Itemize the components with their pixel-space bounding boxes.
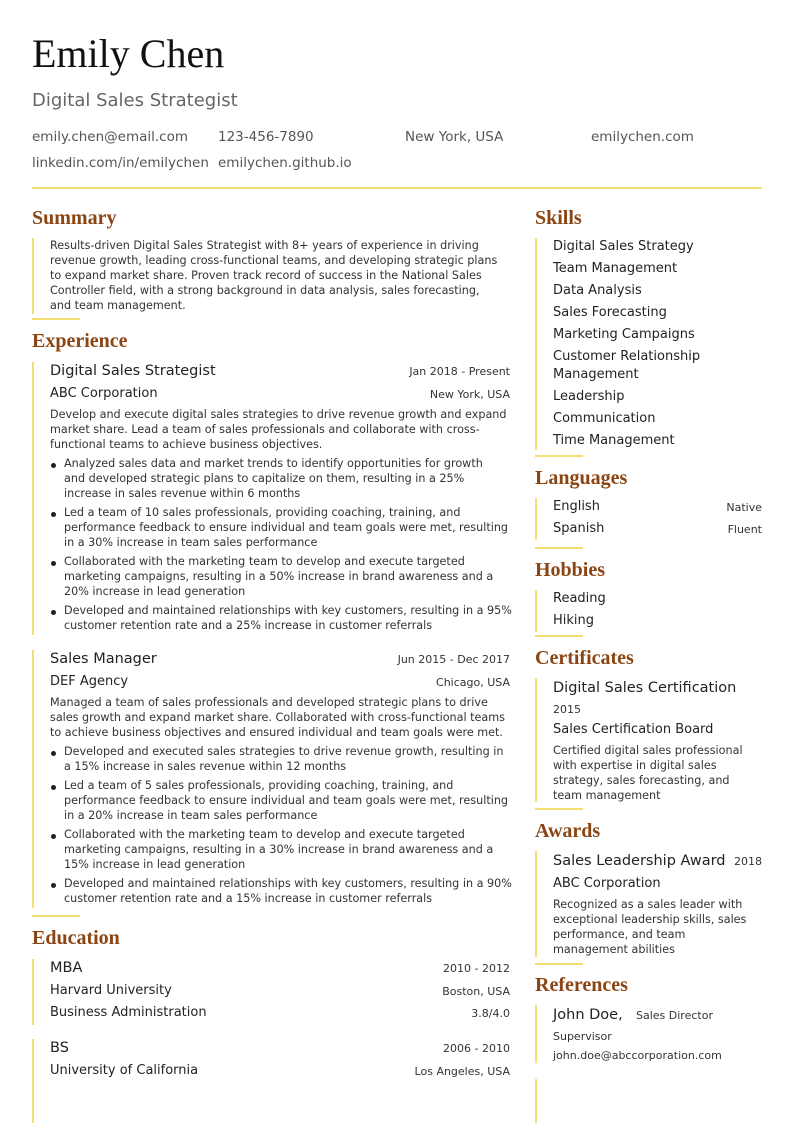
bullet-dot	[51, 512, 56, 517]
education-degree: MBA	[50, 960, 83, 976]
reference-name: John Doe,	[553, 1007, 623, 1023]
skill-item: Sales Forecasting	[553, 305, 667, 320]
skill-item: Communication	[553, 411, 656, 426]
award-description: Recognized as a sales leader with exceptional leadership skills, sales performance, and team management abilities	[553, 898, 747, 956]
reference-role: Sales Director	[636, 1009, 713, 1022]
bullet-dot	[51, 610, 56, 615]
hobbies-end-divider	[535, 635, 583, 637]
certificates-end-divider	[535, 808, 583, 810]
language-name: Spanish	[553, 521, 605, 536]
skill-item: Digital Sales Strategy	[553, 239, 694, 254]
references-accent-bar	[535, 1005, 537, 1063]
bullet-dot	[51, 834, 56, 839]
skill-item: Customer Relationship	[553, 349, 701, 364]
education-degree: BS	[50, 1040, 69, 1056]
bullet-dot	[51, 751, 56, 756]
education-gpa: 3.8/4.0	[471, 1007, 510, 1020]
experience-end-divider	[32, 915, 80, 917]
job-bullet: Led a team of 5 sales professionals, providing coaching, training, and performance feedback to ensure individual and team goals were met, resulting in a 20% increase in team sales performance	[64, 779, 509, 822]
awards-end-divider	[535, 963, 583, 965]
skills-accent-bar	[535, 238, 537, 450]
education-location: Boston, USA	[442, 985, 510, 998]
education-school: University of California	[50, 1063, 199, 1078]
job-bullet: Collaborated with the marketing team to develop and execute targeted marketing campaigns, resulting in a 50% increase in brand awareness and a 20% increase in lead generation	[64, 555, 494, 598]
education-location: Los Angeles, USA	[414, 1065, 510, 1078]
hobby-item: Hiking	[553, 613, 595, 628]
contact-location: New York, USA	[405, 129, 504, 145]
job-bullet: Analyzed sales data and market trends to identify opportunities for growth and developed strategic plans to capitalize on them, resulting in a 25% increase in sales revenue within 6 months	[64, 457, 483, 500]
summary-end-divider	[32, 318, 80, 320]
certificate-description: Certified digital sales professional with expertise in digital sales strategy, sales forecasting, and team management	[553, 744, 743, 802]
education-dates: 2010 - 2012	[443, 962, 510, 975]
section-title-education: Education	[32, 927, 120, 949]
section-title-hobbies: Hobbies	[535, 559, 606, 581]
education-field: Business Administration	[50, 1005, 207, 1020]
job-bullet: Developed and maintained relationships with key customers, resulting in a 95% customer retention rate and a 25% increase in customer referrals	[64, 604, 512, 632]
section-title-certificates: Certificates	[535, 647, 634, 669]
section-title-summary: Summary	[32, 207, 117, 229]
language-name: English	[553, 499, 600, 514]
skill-item: Leadership	[553, 389, 625, 404]
candidate-name: Emily Chen	[32, 31, 225, 76]
job-bullet: Led a team of 10 sales professionals, providing coaching, training, and performance feedback to ensure individual and team goals were met, resulting in a 30% increase in team sales performance	[64, 506, 509, 549]
bullet-dot	[51, 883, 56, 888]
job-title: Digital Sales Strategist	[50, 363, 216, 379]
contact-linkedin[interactable]: linkedin.com/in/emilychen	[32, 155, 209, 171]
summary-text: Results-driven Digital Sales Strategist with 8+ years of experience in driving revenue growth, leading cross-functional teams, and developing strategic plans to expand market share. Proven track record of success in the National Sales Controller field, with a strong background in data analysis, sales forecasting, and team management.	[50, 239, 498, 312]
section-title-experience: Experience	[32, 330, 128, 352]
education-accent-bar	[32, 959, 34, 1025]
certificate-issuer: Sales Certification Board	[553, 722, 714, 737]
job-bullet: Developed and maintained relationships with key customers, resulting in a 90% customer retention rate and a 15% increase in customer referrals	[64, 877, 512, 905]
hobbies-accent-bar	[535, 590, 537, 632]
skill-item: Team Management	[553, 261, 678, 276]
award-name: Sales Leadership Award	[553, 853, 726, 869]
hobby-item: Reading	[553, 591, 606, 606]
contact-email[interactable]: emily.chen@email.com	[32, 129, 189, 145]
section-title-languages: Languages	[535, 467, 628, 489]
skill-item: Time Management	[553, 433, 675, 448]
bullet-dot	[51, 463, 56, 468]
job-description: Develop and execute digital sales strategies to drive revenue growth and expand market share. Lead a team of sales professionals and collaborate with cross- functional teams to achieve business objectives.	[50, 408, 507, 451]
job-bullet: Developed and executed sales strategies to drive revenue growth, resulting in a 15% increase in sales revenue within 12 months	[64, 745, 504, 773]
reference-email[interactable]: john.doe@abccorporation.com	[553, 1049, 722, 1062]
section-title-skills: Skills	[535, 207, 582, 229]
job-description: Managed a team of sales professionals and developed strategic plans to drive sales growth and expand market share. Collaborated with cross-functional teams to achieve business objectives and ensured individual and team goals were met.	[50, 696, 506, 739]
languages-end-divider	[535, 547, 583, 549]
skill-item: Marketing Campaigns	[553, 327, 695, 342]
job-title: Sales Manager	[50, 651, 157, 667]
job-company: DEF Agency	[50, 674, 129, 689]
education-school: Harvard University	[50, 983, 172, 998]
summary-accent-bar	[32, 238, 34, 314]
contact-github[interactable]: emilychen.github.io	[218, 155, 352, 171]
certificates-accent-bar	[535, 678, 537, 802]
language-level: Fluent	[727, 523, 762, 536]
contact-phone[interactable]: 123-456-7890	[218, 129, 314, 145]
skills-end-divider	[535, 455, 583, 457]
languages-accent-bar	[535, 498, 537, 540]
job-company: ABC Corporation	[50, 386, 158, 401]
awards-accent-bar	[535, 851, 537, 957]
education-dates: 2006 - 2010	[443, 1042, 510, 1055]
certificate-year: 2015	[553, 703, 581, 716]
language-level: Native	[726, 501, 762, 514]
skill-item: Data Analysis	[553, 283, 642, 298]
bullet-dot	[51, 785, 56, 790]
contact-website[interactable]: emilychen.com	[591, 129, 694, 145]
section-title-awards: Awards	[535, 820, 601, 842]
job-dates: Jun 2015 - Dec 2017	[397, 653, 510, 666]
bullet-dot	[51, 561, 56, 566]
award-issuer: ABC Corporation	[553, 876, 661, 891]
candidate-title: Digital Sales Strategist	[32, 90, 238, 111]
references-accent-bar	[535, 1079, 537, 1123]
award-year: 2018	[734, 855, 762, 868]
job-location: New York, USA	[429, 388, 510, 401]
experience-accent-bar	[32, 650, 34, 908]
reference-relation: Supervisor	[553, 1030, 612, 1043]
skill-item: Management	[553, 367, 639, 382]
education-accent-bar	[32, 1039, 34, 1123]
experience-accent-bar	[32, 362, 34, 635]
header-divider	[32, 187, 762, 189]
job-dates: Jan 2018 - Present	[409, 365, 510, 378]
job-location: Chicago, USA	[436, 676, 510, 689]
section-title-references: References	[535, 974, 628, 996]
job-bullet: Collaborated with the marketing team to develop and execute targeted marketing campaigns, resulting in a 30% increase in brand awareness and a 15% increase in lead generation	[64, 828, 494, 871]
certificate-name: Digital Sales Certification	[553, 680, 737, 696]
